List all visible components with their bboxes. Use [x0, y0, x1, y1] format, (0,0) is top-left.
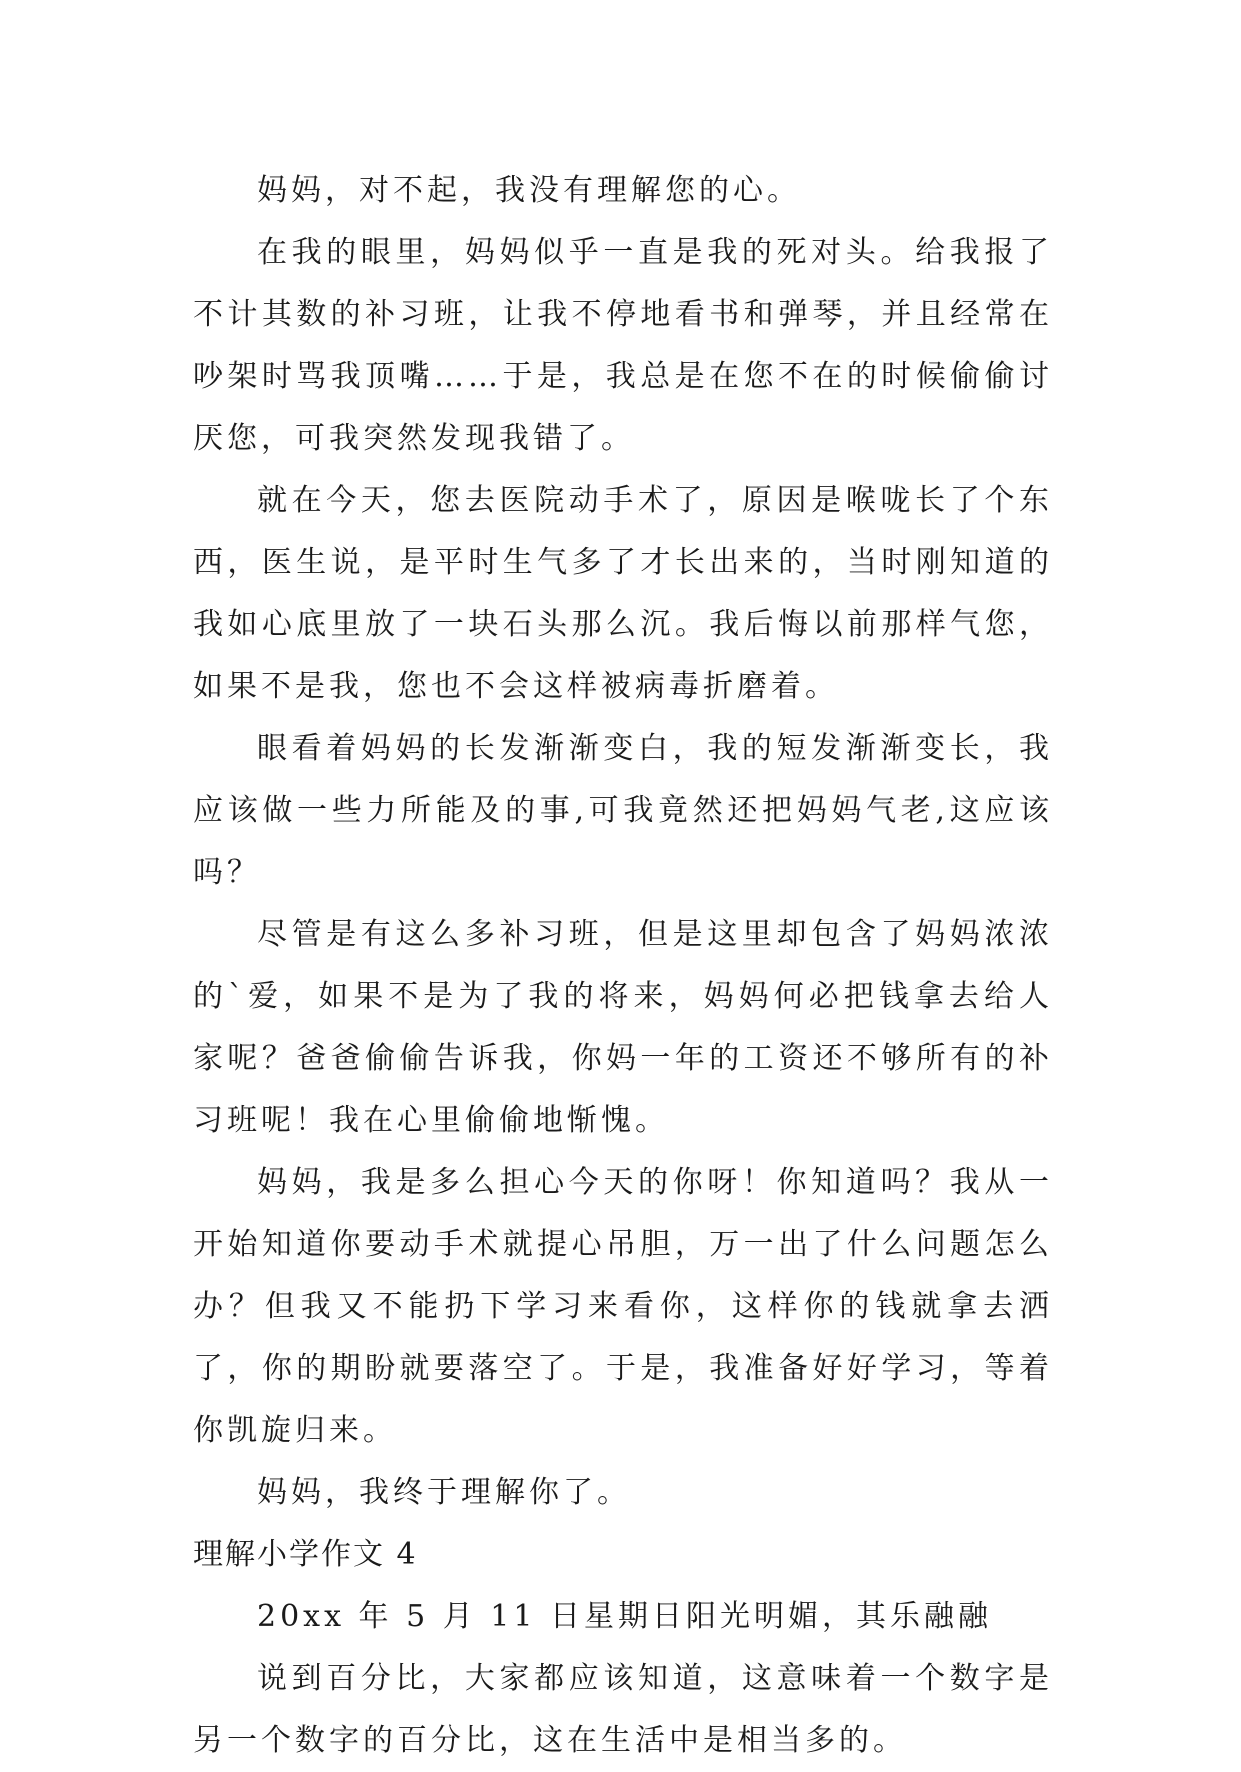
paragraph-understand: 妈妈，我终于理解你了。	[257, 1475, 631, 1510]
paragraph-hair: 眼看着妈妈的长发渐渐变白，我的短发渐渐变长，我应该做一些力所能及的事,可我竟然还把妈妈气老,这应该吗？	[193, 731, 1053, 890]
paragraph-tutoring: 尽管是有这么多补习班，但是这里却包含了妈妈浓浓的`爱，如果不是为了我的将来，妈妈何必把钱拿去给人家呢？爸爸偷偷告诉我，你妈一年的工资还不够所有的补习班呢！我在心里偷偷地惭愧。	[193, 917, 1053, 1138]
paragraph-worry: 妈妈，我是多么担心今天的你呀！你知道吗？我从一开始知道你要动手术就提心吊胆，万一出了什么问题怎么办？但我又不能扔下学习来看你，这样你的钱就拿去洒了，你的期盼就要落空了。于是，我准备好好学习，等着你凯旋归来。	[193, 1165, 1053, 1448]
section-heading: 理解小学作文 4	[193, 1537, 418, 1572]
document-page	[193, 160, 1053, 1772]
paragraph-rival: 在我的眼里，妈妈似乎一直是我的死对头。给我报了不计其数的补习班，让我不停地看书和弹琴，并且经常在吵架时骂我顶嘴……于是，我总是在您不在的时候偷偷讨厌您，可我突然发现我错了。	[193, 235, 1053, 456]
paragraph-percentage: 说到百分比，大家都应该知道，这意味着一个数字是另一个数字的百分比，这在生活中是相当多的。	[193, 1661, 1053, 1758]
paragraph-surgery: 就在今天，您去医院动手术了，原因是喉咙长了个东西，医生说，是平时生气多了才长出来的，当时刚知道的我如心底里放了一块石头那么沉。我后悔以前那样气您，如果不是我，您也不会这样被病毒折磨着。	[193, 483, 1053, 704]
paragraph-date: 20xx 年 5 月 11 日星期日阳光明媚，其乐融融	[257, 1599, 992, 1634]
paragraph-apology: 妈妈，对不起，我没有理解您的心。	[257, 173, 801, 208]
